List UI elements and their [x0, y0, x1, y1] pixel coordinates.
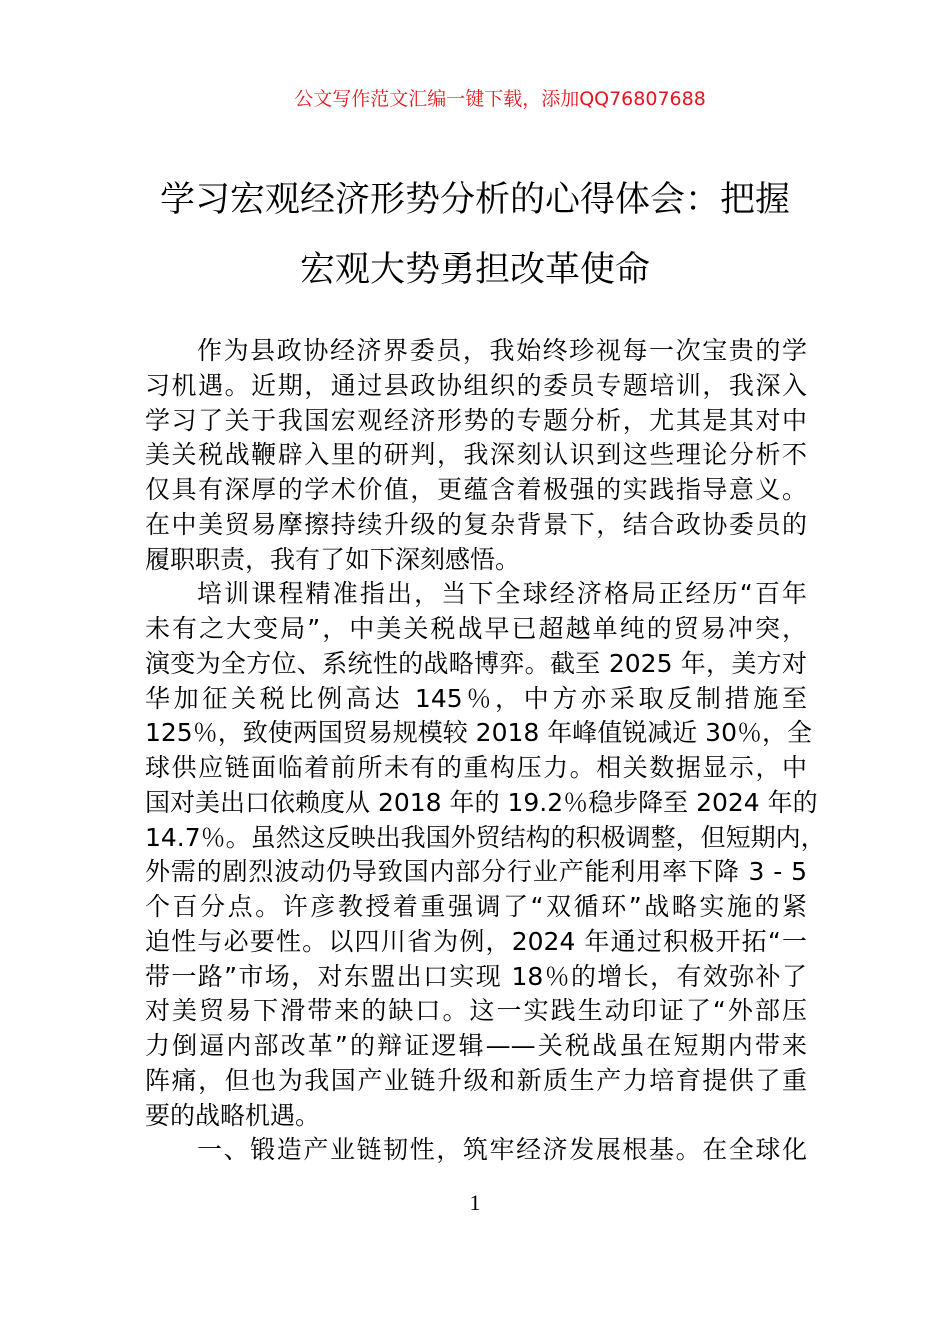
text-line: 14.7％。虽然这反映出我国外贸结构的积极调整，但短期内， [145, 822, 826, 852]
document-title-line-2: 宏观大势勇担改革使命 [299, 250, 650, 290]
text-line: 履职职责，我有了如下深刻感悟。 [145, 544, 521, 574]
text-line: 外需的剧烈波动仍导致国内部分行业产能利用率下降 3 - 5 [145, 857, 807, 887]
text-line: 一、锻造产业链韧性，筑牢经济发展根基。在全球化 [197, 1135, 807, 1165]
text-line: 培训课程精准指出，当下全球经济格局正经历“百年 [197, 579, 807, 609]
paragraph [145, 334, 807, 577]
paragraph [145, 1133, 807, 1168]
page-number: 1 [469, 1190, 481, 1215]
text-line: 力倒逼内部改革”的辩证逻辑——关税战虽在短期内带来 [145, 1031, 807, 1060]
text-line: 在中美贸易摩擦持续升级的复杂背景下，结合政协委员的 [145, 509, 807, 539]
text-line: 华加征关税比例高达 145％，中方亦采取反制措施至 [145, 683, 807, 713]
text-line: 未有之大变局”，中美关税战早已超越单纯的贸易冲突， [145, 614, 807, 643]
text-line: 125％，致使两国贸易规模较 2018 年峰值锐减近 30％，全 [145, 718, 812, 748]
text-line: 要的战略机遇。 [145, 1100, 321, 1130]
text-line: 国对美出口依赖度从 2018 年的 19.2％稳步降至 2024 年的 [145, 787, 818, 817]
text-line: 仅具有深厚的学术价值，更蕴含着极强的实践指导意义。 [145, 475, 807, 504]
text-line: 个百分点。许彦教授着重强调了“双循环”战略实施的紧 [145, 892, 807, 921]
document-title-line-1: 学习宏观经济形势分析的心得体会：把握 [159, 180, 790, 220]
paragraph [145, 577, 826, 1133]
text-line: 阵痛，但也为我国产业链升级和新质生产力培育提供了重 [145, 1065, 807, 1095]
text-line: 带一路”市场，对东盟出口实现 18％的增长，有效弥补了 [145, 961, 807, 991]
text-line: 球供应链面临着前所未有的重构压力。相关数据显示，中 [145, 753, 807, 782]
text-line: 学习了关于我国宏观经济形势的专题分析，尤其是其对中 [145, 405, 807, 435]
text-line: 作为县政协经济界委员，我始终珍视每一次宝贵的学 [197, 336, 807, 365]
download-banner: 公文写作范文汇编一键下载，添加QQ76807688 [294, 88, 706, 110]
text-line: 演变为全方位、系统性的战略博弈。截至 2025 年，美方对 [145, 648, 807, 678]
text-line: 美关税战鞭辟入里的研判，我深刻认识到这些理论分析不 [145, 440, 807, 470]
text-line: 对美贸易下滑带来的缺口。这一实践生动印证了“外部压 [145, 996, 807, 1026]
document-body [145, 334, 826, 1168]
text-line: 习机遇。近期，通过县政协组织的委员专题培训，我深入 [145, 370, 807, 400]
text-line: 迫性与必要性。以四川省为例，2024 年通过积极开拓“一 [145, 926, 807, 956]
